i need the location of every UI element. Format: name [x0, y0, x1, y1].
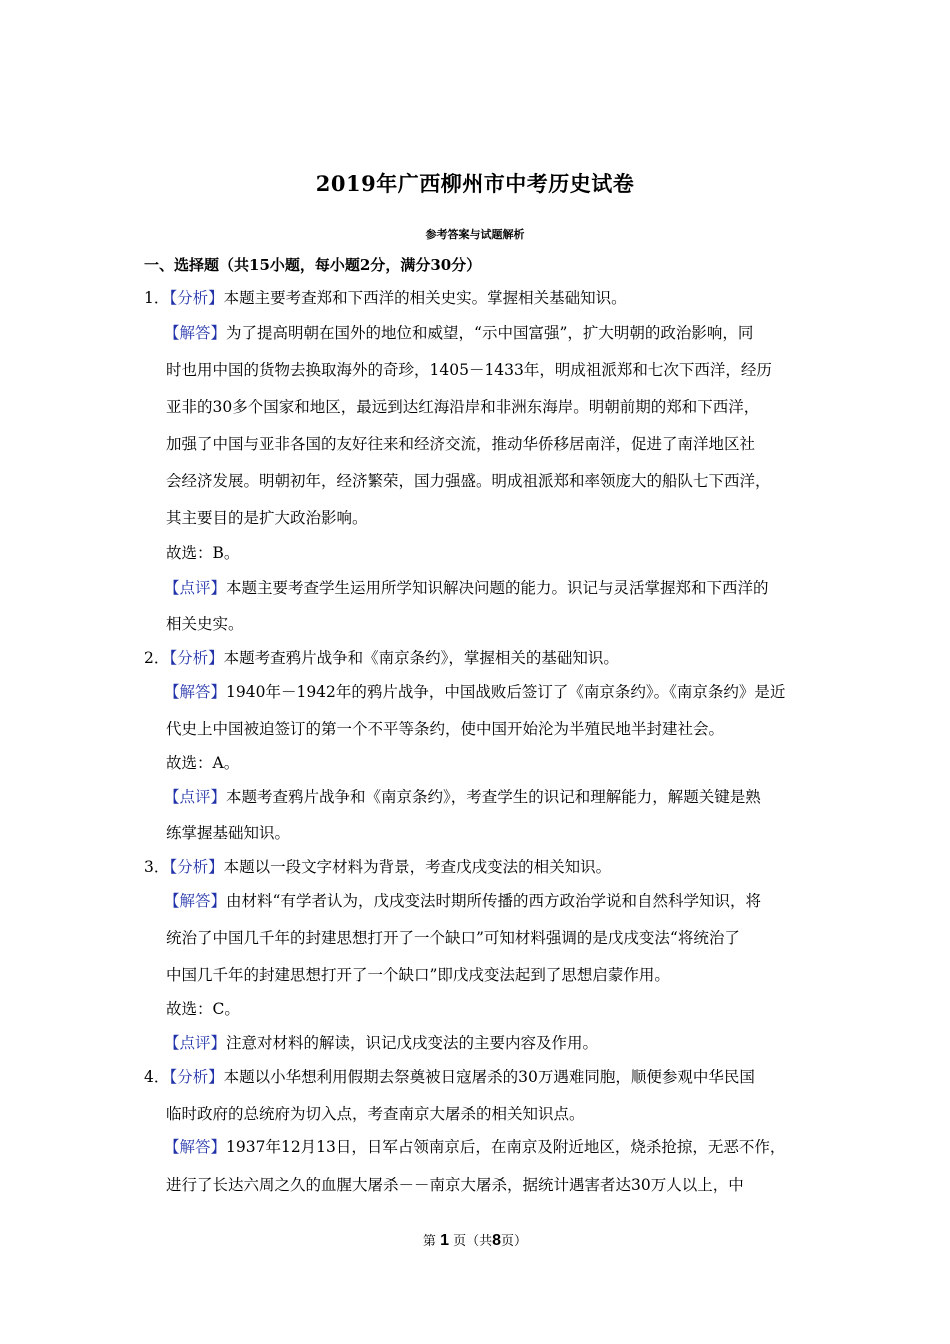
q1-comment-text: 本题主要考查学生运用所学知识解决问题的能力。识记与灵活掌握郑和下西洋的 [226, 579, 769, 597]
q2-comment-tag: 【点评】 [164, 788, 227, 806]
q3-answer-tag: 【解答】 [164, 892, 227, 910]
q2-answer-text: 1940年－1942年的鸦片战争，中国战败后签订了《南京条约》。《南京条约》是近 [226, 683, 786, 701]
q1-answer-line [164, 323, 753, 343]
q1-comment-line [164, 578, 769, 598]
q2-analysis-line [144, 648, 619, 668]
q2-answer-tag: 【解答】 [164, 683, 227, 701]
q1-comment-tag: 【点评】 [164, 579, 227, 597]
q3-answer-text: 中国几千年的封建思想打开了一个缺口”即戊戌变法起到了思想启蒙作用。 [166, 966, 670, 984]
q4-answer-tag: 【解答】 [164, 1138, 227, 1156]
q1-analysis: 本题主要考查郑和下西洋的相关史实。掌握相关基础知识。 [223, 289, 627, 307]
q1-answer-text: 加强了中国与亚非各国的友好往来和经济交流，推动华侨移居南洋，促进了南洋地区社 [166, 435, 756, 453]
page-footer [0, 1230, 950, 1250]
q3-answer-line [164, 891, 761, 911]
q1-number: 1． [144, 289, 170, 307]
q3-answer-text: 统治了中国几千年的封建思想打开了一个缺口”可知材料强调的是戊戌变法“将统治了 [166, 929, 740, 947]
q3-comment-line [164, 1033, 598, 1053]
q1-answer-text: 会经济发展。明朝初年，经济繁荣，国力强盛。明成祖派郑和率领庞大的船队七下西洋， [166, 472, 771, 490]
q3-number: 3． [144, 858, 170, 876]
page-subtitle: 参考答案与试题解析 [425, 228, 525, 241]
q2-comment-line [164, 787, 761, 807]
q1-choice: 故选：B。 [166, 544, 240, 562]
q3-choice: 故选：C。 [166, 1000, 240, 1018]
q1-analysis-tag: 【分析】 [169, 289, 224, 307]
q3-answer-text: 由材料“有学者认为，戊戌变法时期所传播的西方政治学说和自然科学知识，将 [226, 892, 761, 910]
q1-comment-text: 相关史实。 [166, 615, 244, 633]
q4-analysis-line [144, 1067, 755, 1087]
q4-number: 4． [144, 1068, 170, 1086]
footer-middle: 页（共 [453, 1234, 493, 1249]
q3-analysis: 本题以一段文字材料为背景，考查戊戌变法的相关知识。 [223, 858, 612, 876]
q4-analysis: 本题以小华想利用假期去祭奠被日寇屠杀的30万遇难同胞，顺便参观中华民国 [223, 1068, 755, 1086]
footer-prefix: 第 [422, 1234, 436, 1249]
q4-answer-text: 1937年12月13日，日军占领南京后，在南京及附近地区，烧杀抢掠，无恶不作， [226, 1138, 786, 1156]
q3-analysis-line [144, 857, 611, 877]
q2-comment-text: 练掌握基础知识。 [166, 824, 291, 842]
q3-analysis-tag: 【分析】 [169, 858, 224, 876]
q1-answer-text: 为了提高明朝在国外的地位和威望，“示中国富强”，扩大明朝的政治影响，同 [226, 324, 754, 342]
q3-comment-text: 注意对材料的解读，识记戊戌变法的主要内容及作用。 [226, 1034, 599, 1052]
q4-answer-text: 进行了长达六周之久的血腥大屠杀－－南京大屠杀，据统计遇害者达30万人以上，中 [166, 1176, 744, 1194]
q1-answer-text: 亚非的30多个国家和地区，最远到达红海沿岸和非洲东海岸。明朝前期的郑和下西洋， [166, 398, 760, 416]
q2-number: 2． [144, 649, 170, 667]
footer-page-number: 1 [440, 1232, 449, 1249]
q2-analysis-tag: 【分析】 [169, 649, 224, 667]
page-title: 2019年广西柳州市中考历史试卷 [315, 171, 635, 196]
q4-answer-line [164, 1137, 785, 1157]
q2-answer-line [164, 682, 785, 702]
q2-choice: 故选：A。 [166, 754, 240, 772]
q1-answer-text: 其主要目的是扩大政治影响。 [166, 509, 368, 527]
q1-analysis-line [144, 288, 627, 308]
footer-suffix: 页） [501, 1234, 528, 1249]
q1-answer-text: 时也用中国的货物去换取海外的奇珍，1405－1433年，明成祖派郑和七次下西洋，经历 [166, 361, 772, 379]
q4-analysis-tag: 【分析】 [169, 1068, 224, 1086]
q2-answer-text: 代史上中国被迫签订的第一个不平等条约，使中国开始沦为半殖民地半封建社会。 [166, 720, 725, 738]
footer-total-pages: 8 [492, 1232, 502, 1249]
q1-answer-tag: 【解答】 [164, 324, 227, 342]
q3-comment-tag: 【点评】 [164, 1034, 227, 1052]
q4-analysis: 临时政府的总统府为切入点，考查南京大屠杀的相关知识点。 [166, 1105, 585, 1123]
q2-analysis: 本题考查鸦片战争和《南京条约》，掌握相关的基础知识。 [223, 649, 619, 667]
section-heading: 一、选择题（共15小题，每小题2分，满分30分） [144, 256, 482, 274]
q2-comment-text: 本题考查鸦片战争和《南京条约》，考查学生的识记和理解能力，解题关键是熟 [226, 788, 761, 806]
